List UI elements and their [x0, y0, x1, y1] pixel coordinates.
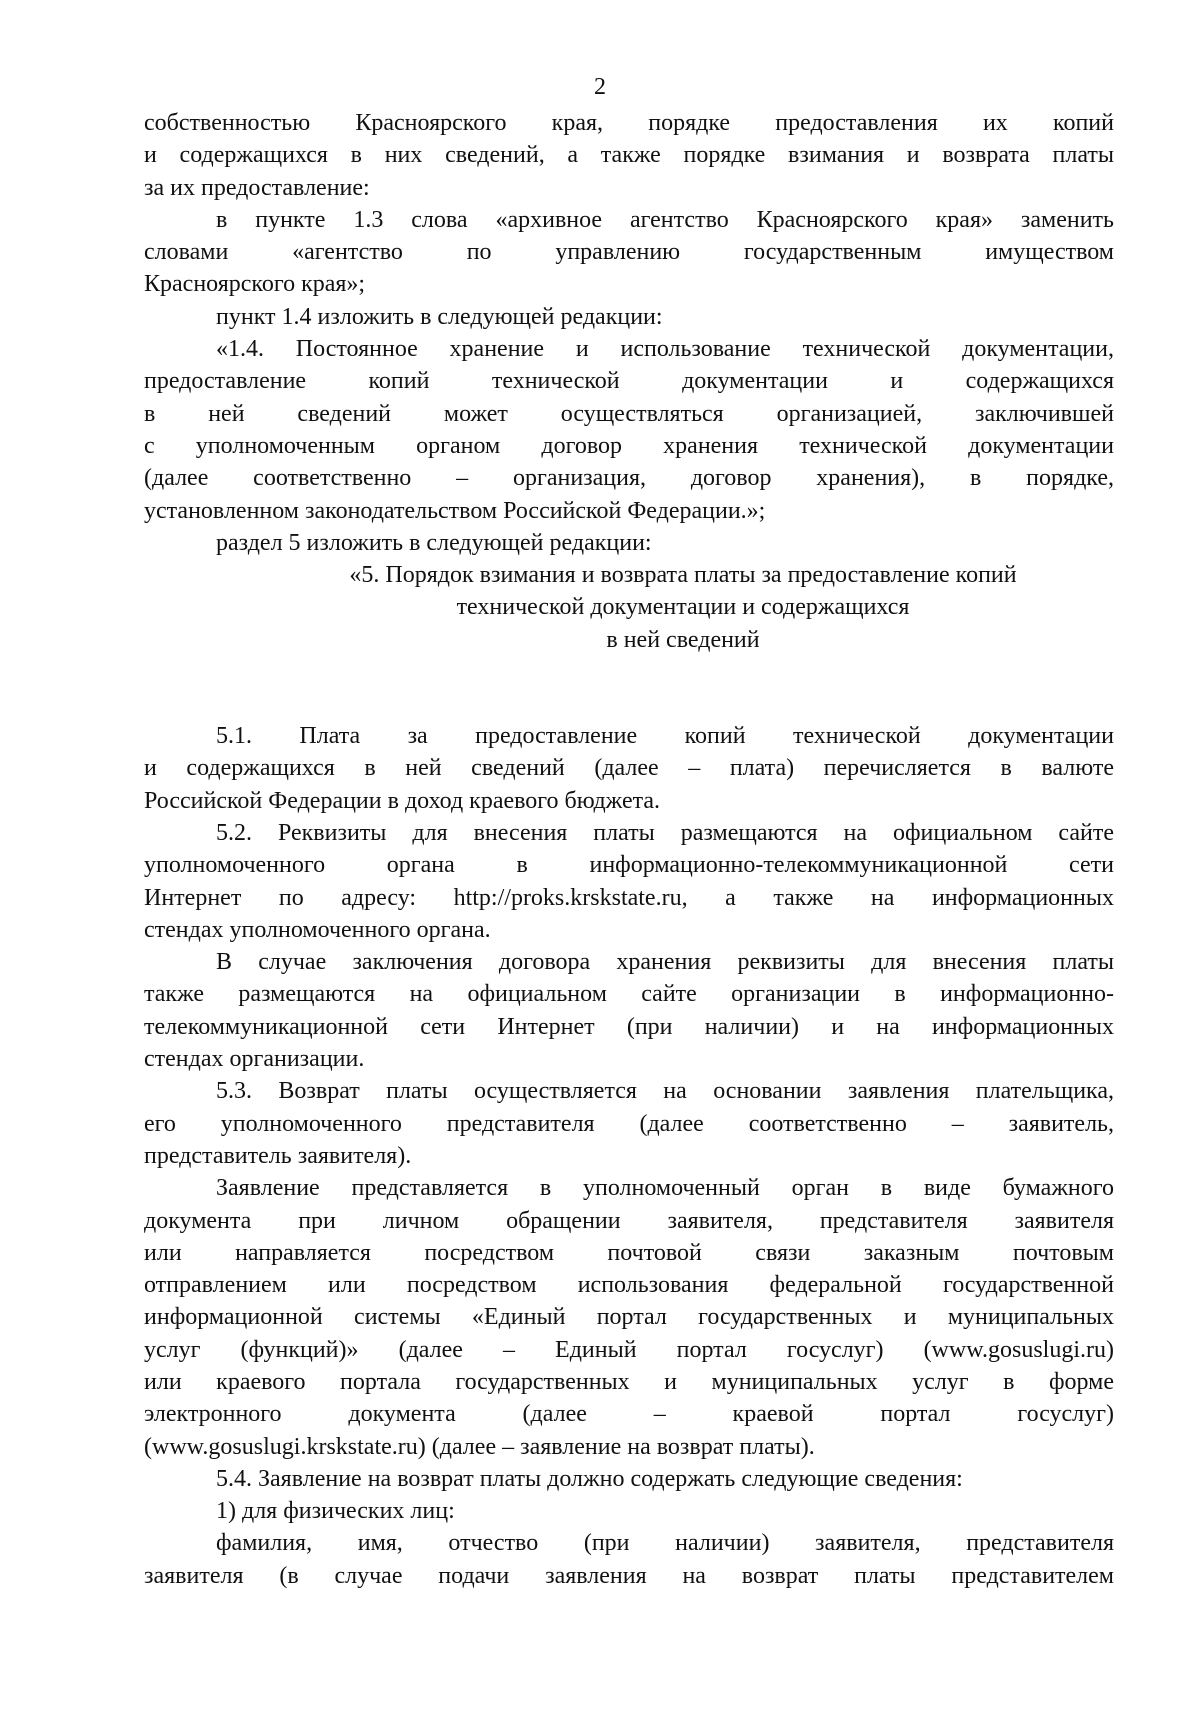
text-line: или краевого портала государственных и муниципальных услуг в форме: [144, 1368, 1114, 1395]
text-line: Интернет по адресу: http://proks.krskstate.ru, а также на информационных: [144, 884, 1114, 911]
text-line: документа при личном обращении заявителя, представителя заявителя: [144, 1207, 1114, 1234]
text-line: телекоммуникационной сети Интернет (при наличии) и на информационных: [144, 1013, 1114, 1040]
text-line: отправлением или посредством использования федеральной государственной: [144, 1272, 1114, 1299]
text-line: 5.4. Заявление на возврат платы должно содержать следующие сведения:: [216, 1465, 963, 1492]
text-line: раздел 5 изложить в следующей редакции:: [216, 529, 652, 556]
text-line: уполномоченного органа в информационно-телекоммуникационной сети: [144, 852, 1114, 879]
text-line: также размещаются на официальном сайте организации в информационно-: [144, 981, 1114, 1008]
text-line: установленном законодательством Российской Федерации.»;: [144, 497, 766, 524]
text-line: его уполномоченного представителя (далее соответственно – заявитель,: [144, 1110, 1114, 1137]
section-title-line: «5. Порядок взимания и возврата платы за предоставление копий: [349, 562, 1017, 589]
spacer: [144, 656, 1114, 720]
text-line: 1) для физических лиц:: [216, 1498, 455, 1525]
text-line: стендах уполномоченного органа.: [144, 916, 491, 943]
text-line: (www.gosuslugi.krskstate.ru) (далее – заявление на возврат платы).: [144, 1433, 815, 1460]
document-body: [144, 107, 1114, 1592]
text-line: в ней сведений может осуществляться организацией, заключившей: [144, 400, 1114, 427]
section-title-line: технической документации и содержащихся: [456, 594, 910, 621]
text-line: Заявление представляется в уполномоченный орган в виде бумажного: [216, 1175, 1114, 1202]
text-line: представитель заявителя).: [144, 1142, 412, 1169]
page-number: 2: [594, 74, 606, 100]
text-line: фамилия, имя, отчество (при наличии) заявителя, представителя: [216, 1530, 1114, 1557]
text-line: (далее соответственно – организация, договор хранения), в порядке,: [144, 465, 1114, 492]
text-line: услуг (функций)» (далее – Единый портал госуслуг) (www.gosuslugi.ru): [144, 1336, 1114, 1363]
text-line: «1.4. Постоянное хранение и использование технической документации,: [216, 336, 1114, 363]
text-line: В случае заключения договора хранения реквизиты для внесения платы: [216, 949, 1114, 976]
text-line: предоставление копий технической документации и содержащихся: [144, 368, 1114, 395]
text-line: заявителя (в случае подачи заявления на возврат платы представителем: [144, 1562, 1114, 1589]
text-line: словами «агентство по управлению государственным имуществом: [144, 239, 1114, 266]
text-line: пункт 1.4 изложить в следующей редакции:: [216, 303, 663, 330]
text-line: стендах организации.: [144, 1046, 365, 1073]
text-line: Российской Федерации в доход краевого бюджета.: [144, 787, 661, 814]
text-line: с уполномоченным органом договор хранения технической документации: [144, 432, 1114, 459]
text-line: 5.3. Возврат платы осуществляется на основании заявления плательщика,: [216, 1078, 1114, 1105]
text-line: 5.1. Плата за предоставление копий технической документации: [216, 723, 1114, 750]
text-line: информационной системы «Единый портал государственных и муниципальных: [144, 1304, 1114, 1331]
text-line: и содержащихся в ней сведений (далее – плата) перечисляется в валюте: [144, 755, 1114, 782]
text-line: электронного документа (далее – краевой портал госуслуг): [144, 1401, 1114, 1428]
text-line: в пункте 1.3 слова «архивное агентство Красноярского края» заменить: [216, 206, 1114, 233]
text-line: собственностью Красноярского края, порядке предоставления их копий: [144, 110, 1114, 136]
text-line: за их предоставление:: [144, 174, 370, 201]
text-line: или направляется посредством почтовой связи заказным почтовым: [144, 1239, 1114, 1266]
section-title-line: в ней сведений: [606, 626, 760, 653]
text-line: 5.2. Реквизиты для внесения платы размещаются на официальном сайте: [216, 819, 1114, 846]
text-line: Красноярского края»;: [144, 271, 366, 298]
text-line: и содержащихся в них сведений, а также порядке взимания и возврата платы: [144, 142, 1114, 169]
